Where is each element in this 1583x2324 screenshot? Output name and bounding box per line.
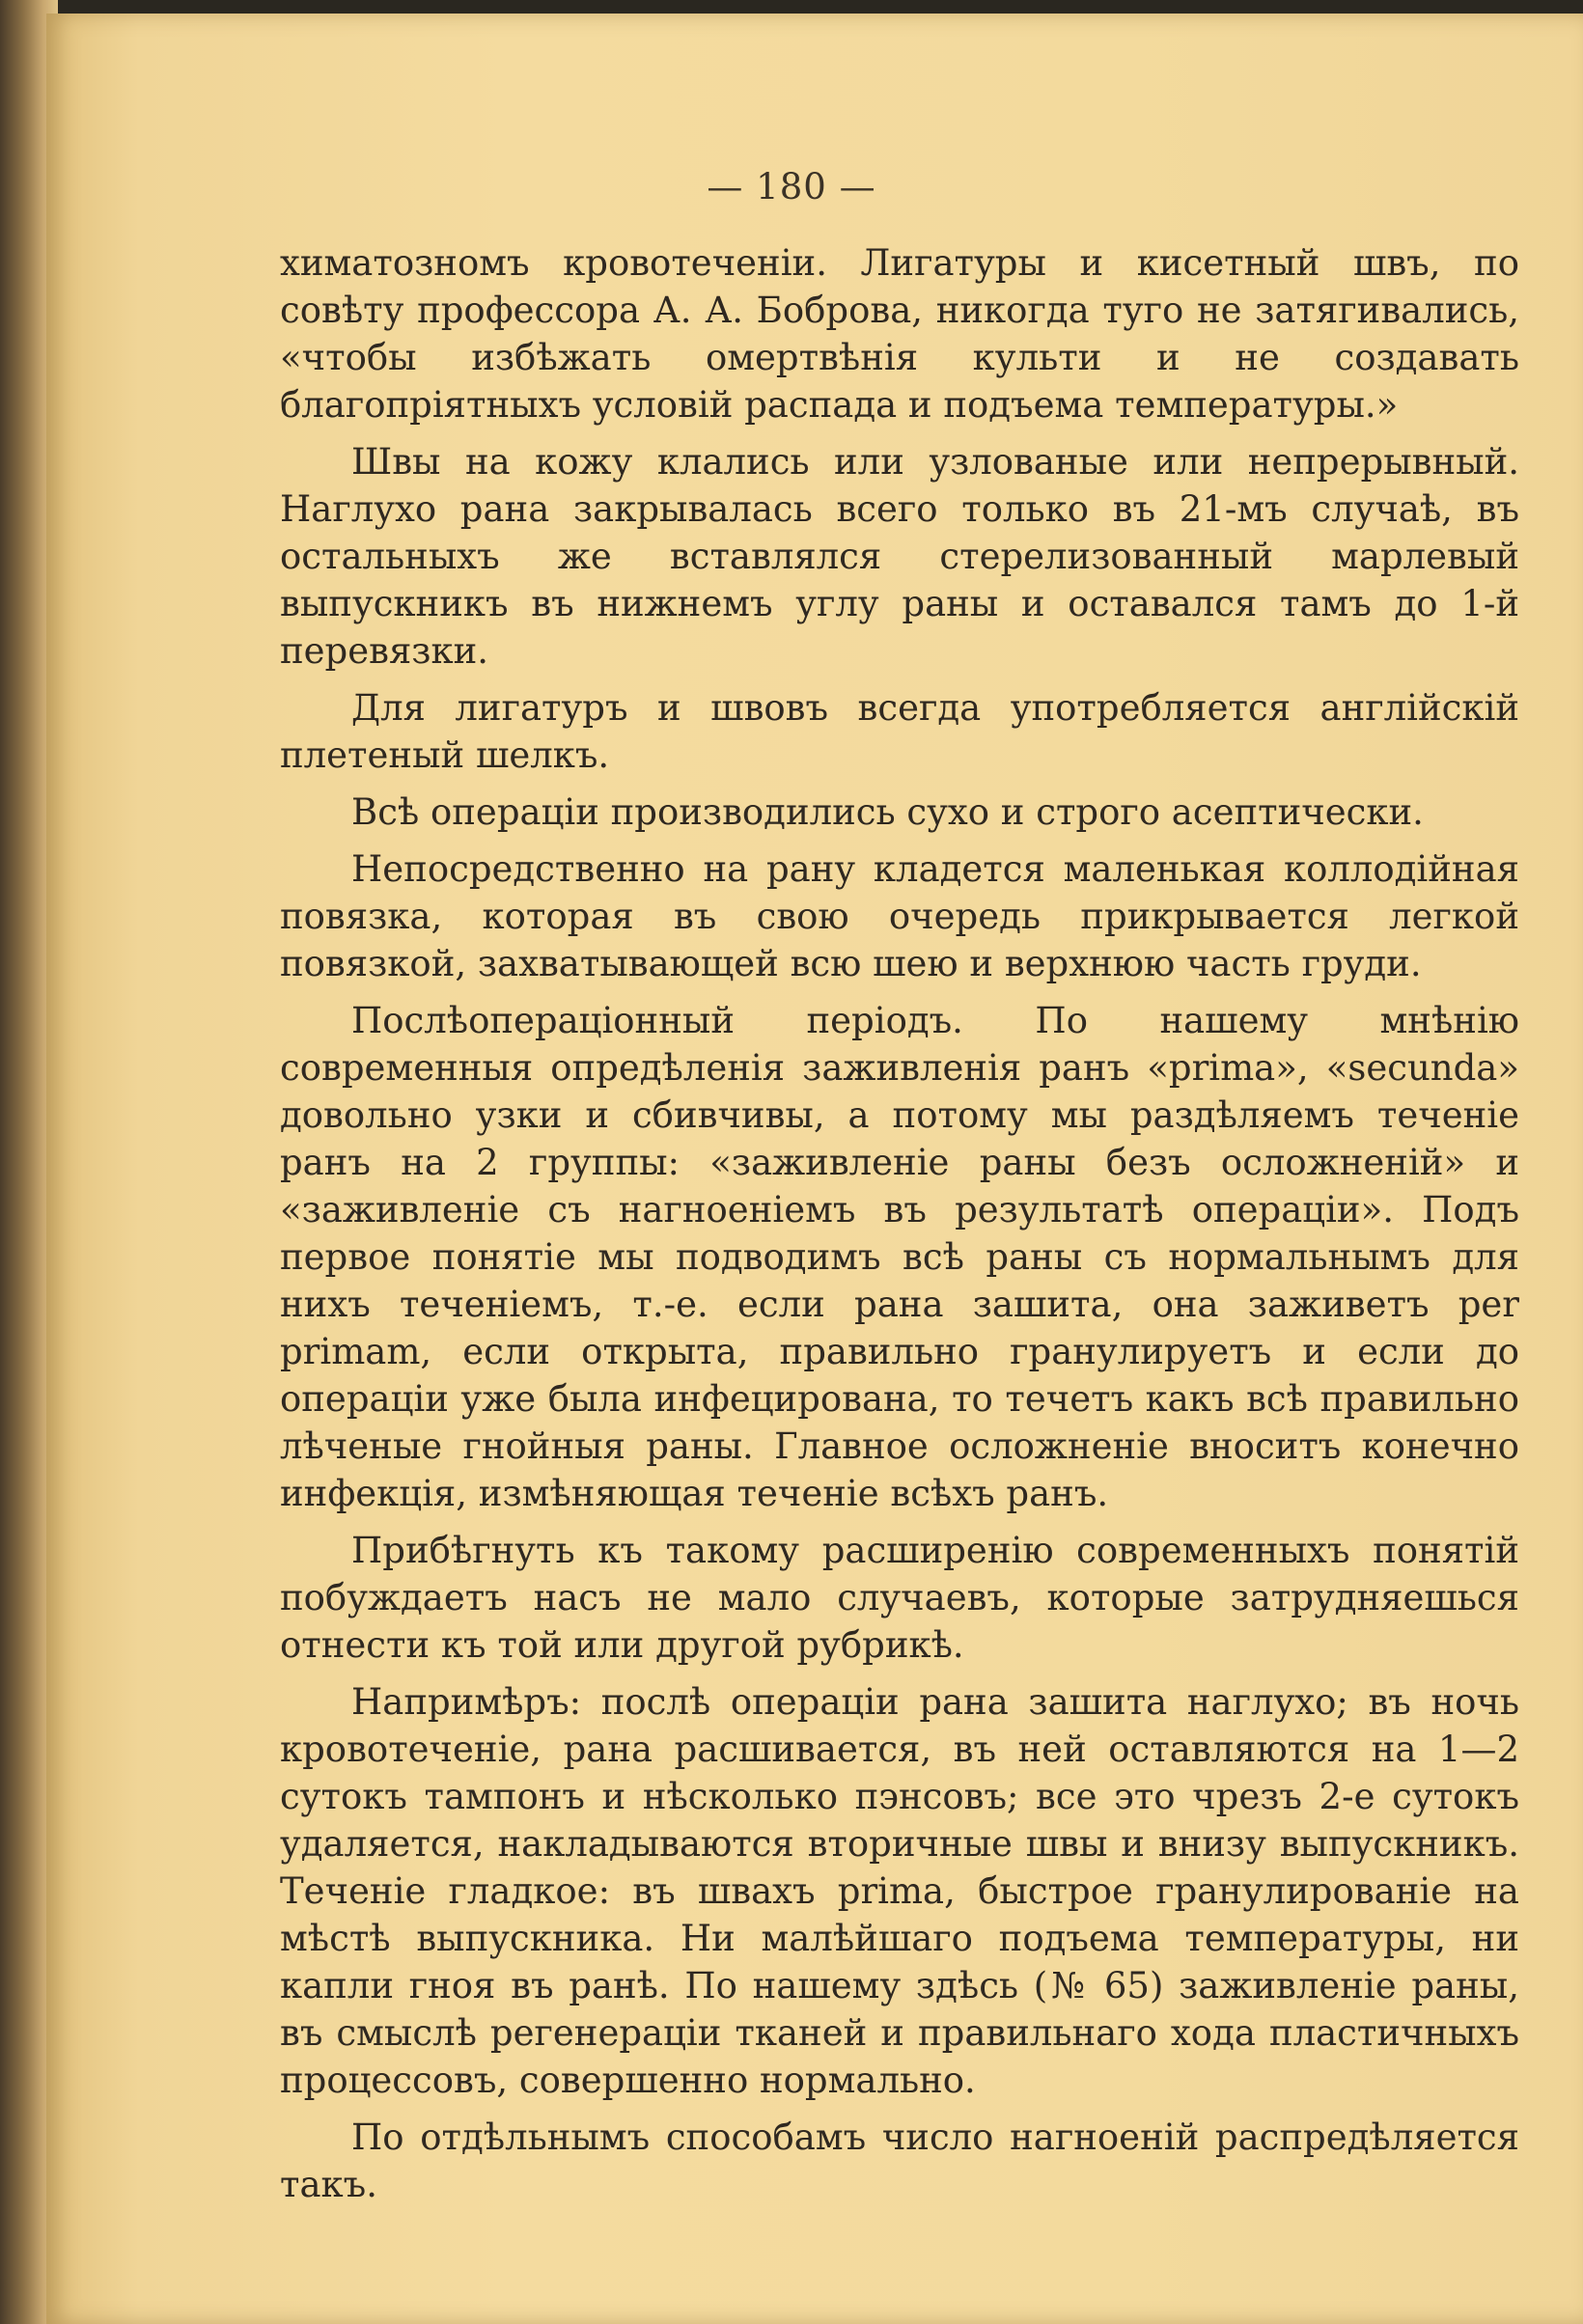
paragraph-continued: химатозномъ кровотеченіи. Лигатуры и кисетный швъ, по совѣту профессора А. А. Боброва, никогда туго не затягивались, «чтобы избѣжать омертвѣнія культи и не создавать благопріятныхъ условій распада и подъема температуры.» [280,242,1519,426]
paragraph: Напримѣръ: послѣ операціи рана зашита наглухо; въ ночь кровотеченіе, рана расшивается, въ ней оставляются на 1—2 сутокъ тампонъ и нѣсколько пэнсовъ; все это чрезъ 2-е сутокъ удаляется, накладываются вторичные швы и внизу выпускникъ. Теченіе гладкое: въ швахъ prima, быстрое гранулированіе на мѣстѣ выпускника. Ни малѣйшаго подъема температуры, ни капли гноя въ ранѣ. По нашему здѣсь (№ 65) заживленіе раны, въ смыслѣ регенераціи тканей и правильнаго хода пластичныхъ процессовъ, совершенно нормально. [280,1681,1519,2101]
body-text [280,239,1519,2218]
paragraph: Непосредственно на рану кладется маленькая коллодійная повязка, которая въ свою очередь прикрывается легкой повязкой, захватывающей всю шею и верхнюю часть груди. [280,848,1519,984]
paragraph: Прибѣгнуть къ такому расширенію современныхъ понятій побуждаетъ насъ не мало случаевъ, которые затрудняешься отнести къ той или другой рубрикѣ. [280,1530,1519,1666]
paragraph: Послѣоперацiонный перiодъ. По нашему мнѣнію современныя опредѣленія заживленія ранъ «prima», «secunda» довольно узки и сбивчивы, а потому мы раздѣляемъ теченіе ранъ на 2 группы: «заживленіе раны безъ осложненій» и «заживленіе съ нагноеніемъ въ результатѣ операціи». Подъ первое понятіе мы подводимъ всѣ раны съ нормальнымъ для нихъ теченіемъ, т.-е. если рана зашита, она заживетъ per primam, если открыта, правильно гранулируетъ и если до операціи уже была инфецирована, то течетъ какъ всѣ правильно лѣченые гнойныя раны. Главное осложненіе вноситъ конечно инфекція, измѣняющая теченіе всѣхъ ранъ. [280,1000,1519,1514]
paragraph: Для лигатуръ и швовъ всегда употребляется англійскій плетеный шелкъ. [280,687,1519,776]
paragraph: Швы на кожу клались или узлованые или непрерывный. Наглухо рана закрывалась всего только въ 21-мъ случаѣ, въ остальныхъ же вставлялся стерелизованный марлевый выпускникъ въ нижнемъ углу раны и оставался тамъ до 1-й перевязки. [280,441,1519,672]
paragraph: По отдѣльнымъ способамъ число нагноеній распредѣляется такъ. [280,2116,1519,2205]
paragraph: Всѣ операціи производились сухо и строго асептически. [351,791,1424,833]
page-number: — 180 — [707,166,876,208]
